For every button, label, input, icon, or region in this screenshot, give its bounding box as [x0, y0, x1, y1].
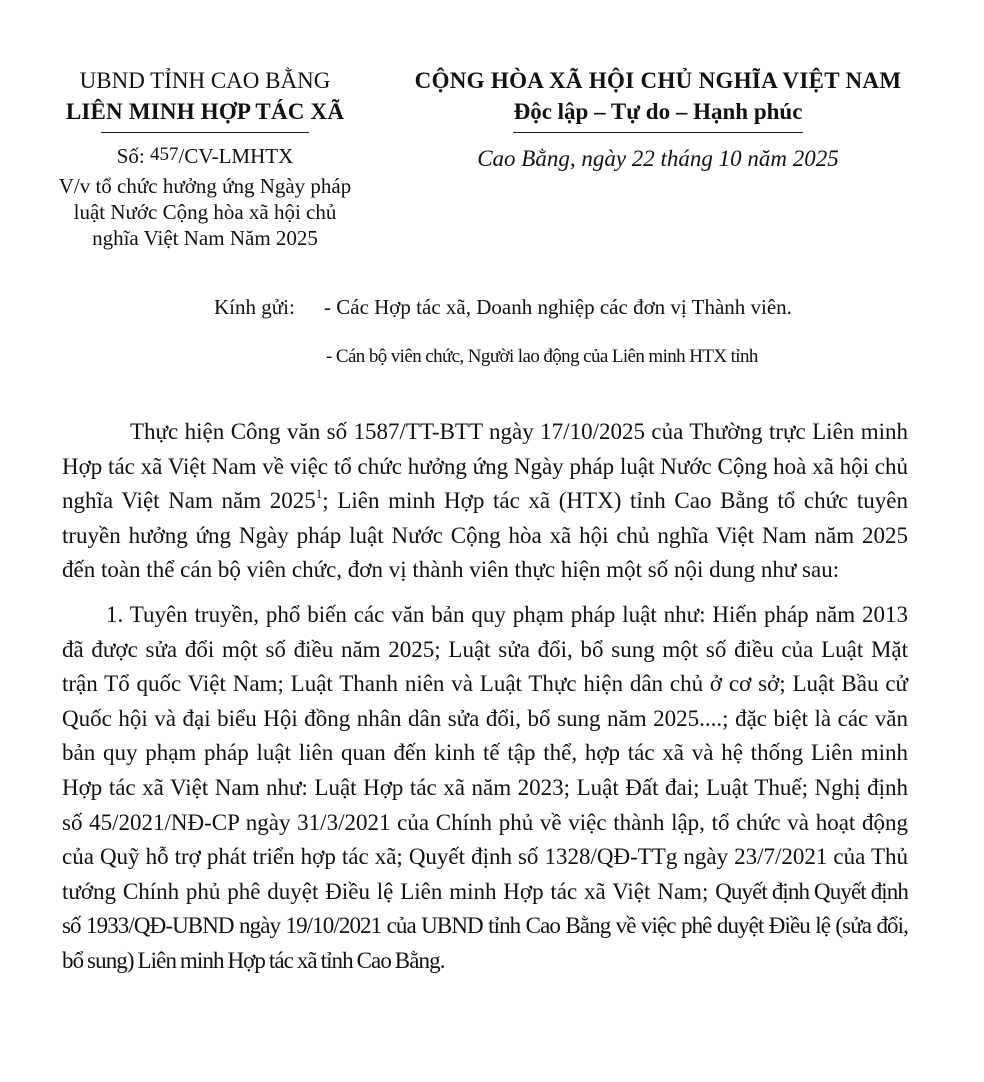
- document-body: [62, 415, 908, 979]
- parent-organization: UBND TỈNH CAO BẰNG: [79, 68, 331, 93]
- content-item-1: [62, 598, 908, 979]
- recipient-item: - Cán bộ viên chức, Người lao động của Liên minh HTX tỉnh: [326, 346, 758, 367]
- recipient-item: - Các Hợp tác xã, Doanh nghiệp các đơn vị Thành viên.: [324, 295, 792, 319]
- intro-paragraph: [62, 415, 908, 588]
- issuing-agency-block: [40, 64, 370, 251]
- recipients-label: Kính gửi:: [214, 295, 295, 319]
- header-divider-right: [513, 132, 803, 133]
- footnote-marker: 1: [315, 485, 323, 501]
- document-number-prefix: Số:: [116, 144, 145, 168]
- content-item-1-text: 1. Tuyên truyền, phổ biến các văn bản quy phạm pháp luật như: Hiến pháp năm 2013 đã được sửa đổi một số điều năm 2025; Luật sửa đổi, bổ sung một số điều của Luật Mặt trận Tổ quốc Việt Nam; Luật Thanh niên và Luật Thực hiện dân chủ ở cơ sở; Luật Bầu cử Quốc hội và đại biểu Hội đồng nhân dân sửa đổi, bổ sung năm 2025....; đặc biệt là các văn bản quy phạm pháp luật liên quan đến kinh tế tập thể, hợp tác xã và hệ thống Liên minh Hợp tác xã Việt Nam như: Luật Hợp tác xã năm 2023; Luật Đất đai; Luật Thuế; Nghị định số 45/2021/NĐ-CP ngày 31/3/2021 của Chính phủ về việc thành lập, tổ chức và hoạt động của Quỹ hỗ trợ phát triển hợp tác xã; Quyết định số 1328/QĐ-TTg ngày 23/7/2021 của Thủ tướng Chính phủ phê duyệt Điều lệ Liên minh Hợp tác xã Việt Nam;: [62, 601, 908, 904]
- national-header-block: [408, 64, 908, 174]
- place-and-date: Cao Bằng, ngày 22 tháng 10 năm 2025: [477, 146, 839, 171]
- document-number-value: 457: [150, 144, 179, 165]
- content-item-1-text-condensed: Quyết định Quyết định số 1933/QĐ-UBND ngày 19/10/2021 của UBND tỉnh Cao Bằng về việc phê duyệt Điều lệ (sửa đổi, bổ sung) Liên minh Hợp tác xã tỉnh Cao Bằng.: [62, 878, 908, 973]
- document-number: [40, 141, 370, 173]
- header-divider-left: [101, 132, 309, 133]
- document-subject: V/v tổ chức hưởng ứng Ngày pháp luật Nước Cộng hòa xã hội chủ nghĩa Việt Nam Năm 2025: [58, 174, 352, 250]
- organization-name: LIÊN MINH HỢP TÁC XÃ: [65, 99, 345, 124]
- national-title: CỘNG HÒA XÃ HỘI CHỦ NGHĨA VIỆT NAM: [414, 68, 902, 93]
- intro-text-part1: Thực hiện Công văn số 1587/TT-BTT ngày 17/10/2025 của Thường trực Liên minh Hợp tác xã Việt Nam về việc tổ chức hưởng ứng Ngày pháp luật Nước Cộng hoà xã hội chủ nghĩa Việt Nam năm 2025: [62, 419, 908, 514]
- intro-text-part2: ; Liên minh Hợp tác xã (HTX) tỉnh Cao Bằng tổ chức tuyên truyền hưởng ứng Ngày pháp luật Nước Cộng hòa xã hội chủ nghĩa Việt Nam năm 2025 đến toàn thể cán bộ viên chức, đơn vị thành viên thực hiện một số nội dung như sau:: [62, 488, 908, 583]
- national-motto: Độc lập – Tự do – Hạnh phúc: [513, 99, 803, 124]
- document-number-suffix: /CV-LMHTX: [178, 144, 294, 168]
